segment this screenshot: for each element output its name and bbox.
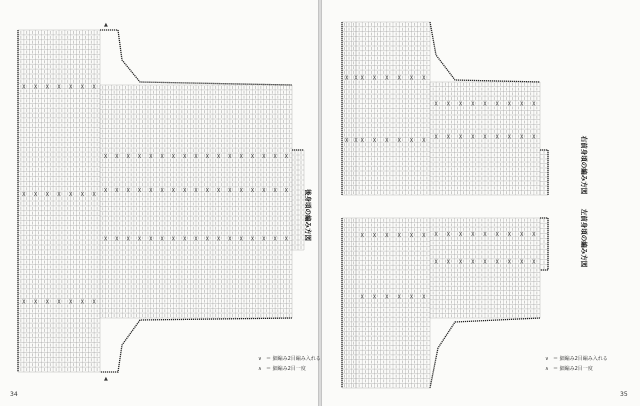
right-legend-text-2: ＝ 細編み2目一度	[553, 366, 593, 372]
svg-text:X: X	[250, 153, 255, 160]
svg-text:X: X	[228, 187, 232, 194]
svg-text:X: X	[80, 299, 85, 306]
svg-text:X: X	[45, 192, 50, 199]
svg-text:X: X	[216, 187, 221, 194]
svg-text:X: X	[495, 232, 499, 239]
svg-text:X: X	[360, 138, 364, 145]
svg-text:X: X	[372, 75, 377, 82]
svg-text:X: X	[532, 232, 536, 239]
back-body-chart	[18, 22, 304, 382]
right-page-number: 35	[620, 391, 628, 398]
svg-text:X: X	[471, 101, 475, 108]
svg-text:X: X	[250, 187, 255, 194]
svg-text:X: X	[422, 232, 426, 239]
svg-text:X: X	[519, 259, 524, 266]
svg-text:X: X	[205, 187, 210, 194]
svg-text:X: X	[385, 75, 389, 82]
svg-text:▲: ▲	[104, 376, 108, 382]
svg-text:X: X	[171, 236, 176, 243]
svg-text:X: X	[137, 236, 142, 243]
svg-text:X: X	[149, 187, 153, 194]
svg-text:X: X	[471, 134, 475, 141]
svg-text:X: X	[446, 232, 451, 239]
svg-text:X: X	[360, 294, 364, 301]
svg-text:X: X	[458, 134, 463, 141]
svg-text:X: X	[532, 259, 536, 266]
svg-text:X: X	[103, 236, 108, 243]
svg-text:X: X	[160, 236, 164, 243]
svg-text:X: X	[68, 192, 73, 199]
svg-text:X: X	[446, 134, 451, 141]
svg-text:X: X	[22, 192, 26, 199]
svg-text:X: X	[507, 232, 512, 239]
svg-text:▲: ▲	[104, 22, 108, 28]
svg-text:X: X	[115, 236, 119, 243]
svg-text:X: X	[273, 153, 277, 160]
left-legend-symbol: ∨	[258, 356, 262, 362]
svg-text:X: X	[409, 294, 414, 301]
svg-text:X: X	[57, 192, 61, 199]
right-page-title-bottom: 左前身頃の編み方図	[580, 208, 588, 268]
svg-text:X: X	[471, 232, 475, 239]
left-page-number: 34	[10, 391, 18, 398]
svg-text:X: X	[33, 84, 38, 91]
svg-text:X: X	[126, 236, 130, 243]
svg-text:X: X	[507, 101, 512, 108]
svg-text:X: X	[137, 187, 142, 194]
svg-text:X: X	[80, 192, 85, 199]
svg-text:X: X	[354, 138, 358, 145]
svg-text:X: X	[126, 187, 130, 194]
svg-text:X: X	[284, 236, 289, 243]
svg-text:X: X	[519, 134, 524, 141]
svg-text:X: X	[483, 134, 487, 141]
svg-text:X: X	[182, 153, 187, 160]
svg-text:X: X	[149, 236, 153, 243]
svg-text:X: X	[397, 75, 401, 82]
svg-text:X: X	[483, 101, 487, 108]
svg-text:X: X	[92, 299, 96, 306]
svg-text:X: X	[532, 101, 536, 108]
svg-text:X: X	[372, 138, 377, 145]
svg-text:X: X	[239, 153, 243, 160]
svg-text:X: X	[495, 101, 499, 108]
svg-text:X: X	[80, 84, 85, 91]
svg-text:X: X	[284, 187, 289, 194]
svg-text:X: X	[33, 299, 38, 306]
svg-text:X: X	[182, 236, 187, 243]
svg-text:X: X	[33, 192, 38, 199]
svg-text:X: X	[409, 232, 414, 239]
right-legend-symbol: ∨	[545, 356, 549, 362]
svg-text:X: X	[519, 101, 524, 108]
svg-text:X: X	[422, 75, 426, 82]
left-legend-text-2: ＝ 細編み2目一度	[266, 366, 306, 372]
svg-text:X: X	[194, 236, 198, 243]
svg-text:X: X	[495, 134, 499, 141]
svg-text:X: X	[422, 294, 426, 301]
right-legend-symbol-2: ∧	[545, 366, 549, 372]
svg-text:X: X	[471, 259, 475, 266]
svg-text:X: X	[103, 153, 108, 160]
svg-text:X: X	[284, 153, 289, 160]
svg-text:X: X	[519, 232, 524, 239]
svg-text:X: X	[115, 187, 119, 194]
svg-text:X: X	[171, 187, 176, 194]
svg-text:X: X	[45, 299, 50, 306]
svg-text:X: X	[194, 187, 198, 194]
svg-text:X: X	[385, 232, 389, 239]
svg-text:X: X	[495, 259, 499, 266]
svg-text:X: X	[216, 236, 221, 243]
svg-text:X: X	[160, 187, 164, 194]
left-legend-symbol-2: ∧	[258, 366, 262, 372]
svg-text:X: X	[171, 153, 176, 160]
svg-text:X: X	[409, 138, 414, 145]
svg-text:X: X	[434, 259, 438, 266]
svg-text:X: X	[45, 84, 50, 91]
svg-text:X: X	[205, 153, 210, 160]
svg-text:X: X	[92, 192, 96, 199]
svg-text:X: X	[397, 138, 401, 145]
svg-text:X: X	[262, 153, 266, 160]
svg-text:X: X	[273, 236, 277, 243]
right-front-body-chart	[342, 22, 548, 195]
svg-text:X: X	[507, 259, 512, 266]
svg-text:X: X	[344, 75, 349, 82]
svg-text:X: X	[194, 153, 198, 160]
svg-text:X: X	[103, 187, 108, 194]
svg-text:X: X	[273, 187, 277, 194]
left-page-title: 後身頃の編み方図	[304, 189, 312, 241]
svg-text:X: X	[22, 299, 26, 306]
svg-text:X: X	[344, 138, 349, 145]
svg-text:X: X	[372, 294, 377, 301]
svg-text:X: X	[422, 138, 426, 145]
right-page-title-top: 右前身頃の編み方図	[580, 135, 588, 195]
svg-text:X: X	[360, 75, 364, 82]
svg-text:X: X	[115, 153, 119, 160]
svg-text:X: X	[354, 75, 358, 82]
svg-text:X: X	[446, 101, 451, 108]
svg-text:X: X	[228, 153, 232, 160]
svg-text:X: X	[137, 153, 142, 160]
svg-text:X: X	[434, 134, 438, 141]
svg-text:X: X	[483, 259, 487, 266]
svg-text:X: X	[57, 299, 61, 306]
svg-text:X: X	[385, 294, 389, 301]
svg-text:X: X	[446, 259, 451, 266]
svg-text:X: X	[458, 259, 463, 266]
svg-text:X: X	[250, 236, 255, 243]
svg-text:X: X	[262, 236, 266, 243]
svg-text:X: X	[68, 84, 73, 91]
svg-text:X: X	[239, 187, 243, 194]
svg-text:X: X	[22, 84, 26, 91]
right-legend-text: ＝ 細編み2目編み入れる	[553, 356, 608, 362]
svg-text:X: X	[57, 84, 61, 91]
svg-text:X: X	[182, 187, 187, 194]
svg-text:X: X	[397, 294, 401, 301]
svg-text:X: X	[126, 153, 130, 160]
left-legend-text: ＝ 細編み2目編み入れる	[266, 356, 321, 362]
svg-text:X: X	[372, 232, 377, 239]
svg-text:X: X	[262, 187, 266, 194]
svg-text:X: X	[160, 153, 164, 160]
svg-text:X: X	[409, 75, 414, 82]
svg-text:X: X	[397, 232, 401, 239]
svg-text:X: X	[239, 236, 243, 243]
svg-text:X: X	[458, 232, 463, 239]
left-front-body-chart	[342, 218, 548, 388]
svg-text:X: X	[205, 236, 210, 243]
svg-text:X: X	[458, 101, 463, 108]
svg-text:X: X	[434, 232, 438, 239]
svg-text:X: X	[532, 134, 536, 141]
svg-text:X: X	[507, 134, 512, 141]
svg-text:X: X	[216, 153, 221, 160]
svg-text:X: X	[228, 236, 232, 243]
svg-text:X: X	[385, 138, 389, 145]
svg-text:X: X	[434, 101, 438, 108]
svg-text:X: X	[360, 232, 364, 239]
svg-text:X: X	[68, 299, 73, 306]
svg-text:X: X	[483, 232, 487, 239]
svg-text:X: X	[149, 153, 153, 160]
svg-text:X: X	[92, 84, 96, 91]
